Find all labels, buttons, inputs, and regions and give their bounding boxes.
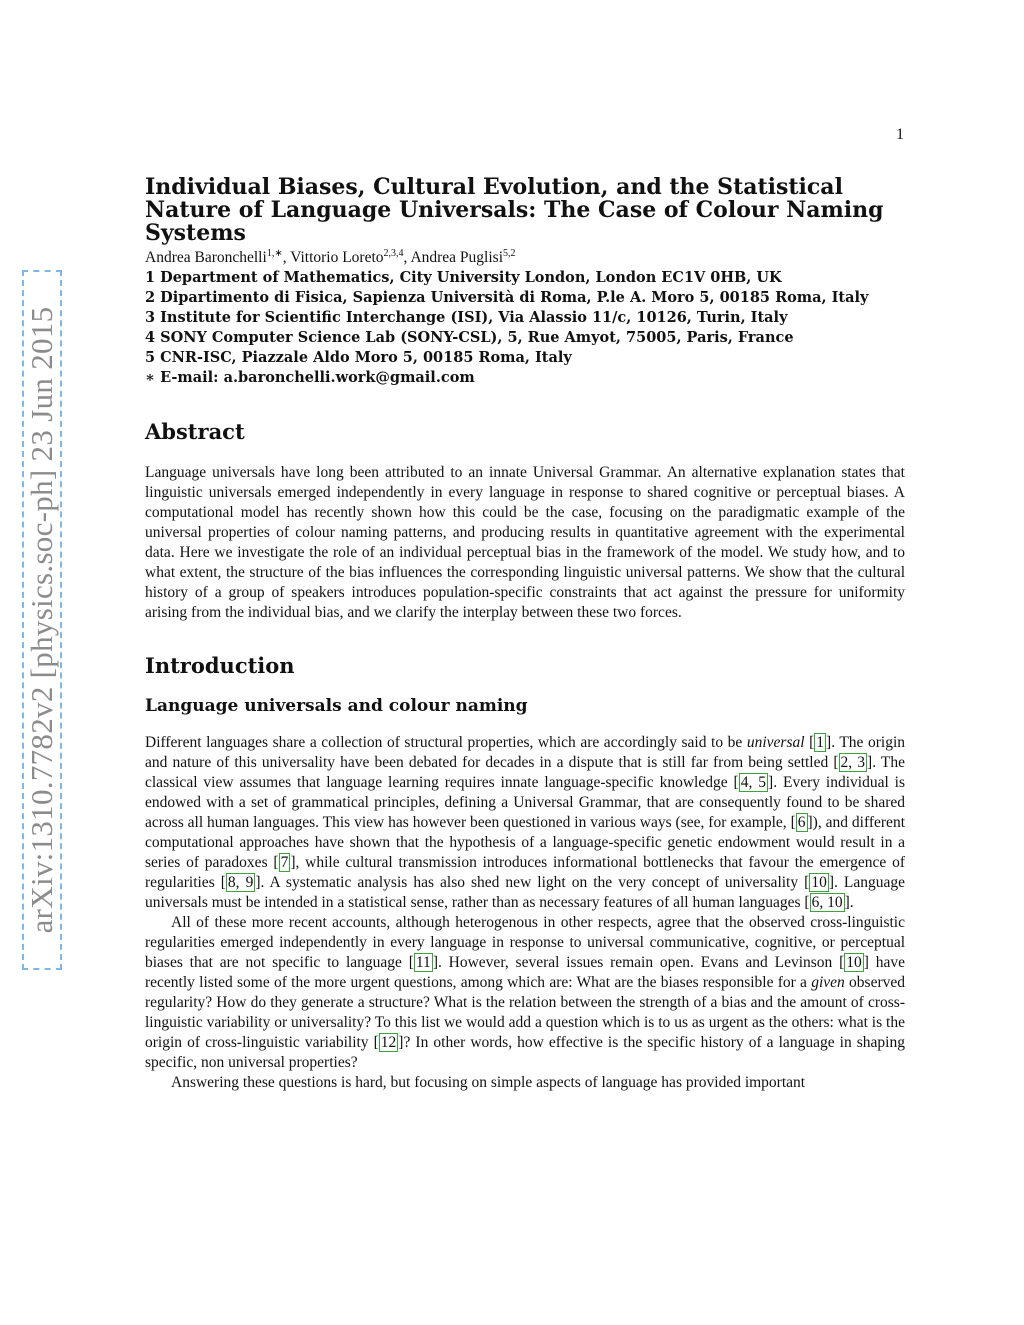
subsection-heading: Language universals and colour naming [145,696,528,716]
citation-link[interactable]: 6, 10 [811,894,843,911]
citation-link[interactable]: 1 [816,734,825,751]
affiliation-2: 2 Dipartimento di Fisica, Sapienza Università di Roma, P.le A. Moro 5, 00185 Roma, Italy [145,289,869,306]
citation-link[interactable]: 10 [846,954,862,971]
emphasis-given: given [811,974,845,991]
citation-link[interactable]: 11 [415,954,431,971]
affiliation-4: 4 SONY Computer Science Lab (SONY-CSL), 5, Rue Amyot, 75005, Paris, France [145,329,794,346]
abstract-heading: Abstract [145,419,245,444]
citation-link[interactable]: 6 [797,814,806,831]
paper-content [145,176,905,1093]
introduction-heading: Introduction [145,653,295,678]
citation-link[interactable]: 10 [811,874,827,891]
author-affiliation-mark: 5,2 [503,247,516,259]
author-affiliation-mark: 1,∗ [266,247,283,259]
intro-paragraph-2: All of these more recent accounts, although heterogenous in other respects, agree that the observed cross-linguistic regularities emerged independently in every language in response to universal communicative, cognitive, or perceptual biases that are not specific to language [ 11 ]. However, several issues remain open. Evans and Levinson [ 10 ] have recently listed some of the more urgent questions, among which are: What are the biases responsible for a given observed regularity? How do they generate a structure? What is the relation between the strength of a bias and the amount of cross-linguistic variability or universality? To this list we would add a question which is to us as urgent as the others: what is the origin of cross-linguistic variability [ 12 ]? In other words, how effective is the specific history of a language in shaping specific, non universal properties? [145,914,906,1071]
asterisk-symbol: ∗ [145,369,156,386]
page-number: 1 [896,126,904,143]
email-address: E-mail: a.baronchelli.work@gmail.com [160,369,475,386]
arxiv-identifier: arXiv:1310.7782v2 [physics.soc-ph] 23 Jun 2015 [24,306,59,934]
affiliation-1: 1 Department of Mathematics, City University London, London EC1V 0HB, UK [145,269,782,286]
paper-title: Individual Biases, Cultural Evolution, and the Statistical Nature of Language Universals: The Case of Colour Naming Systems [145,174,884,246]
author-list: Andrea Baronchelli$^{1,∗}$, Vittorio Loreto$^{2,3,4}$, Andrea Puglisi$^{5,2}$ [145,247,516,266]
affiliation-3: 3 Institute for Scientific Interchange (ISI), Via Alassio 11/c, 10126, Turin, Italy [145,309,788,326]
author-name: Vittorio Loreto [290,249,384,266]
intro-paragraph-3: Answering these questions is hard, but focusing on simple aspects of language has provided important [171,1074,806,1091]
citation-link[interactable]: 12 [380,1034,397,1051]
corresponding-email [145,368,905,388]
citation-link[interactable]: 8, 9 [227,874,254,891]
intro-paragraph-1: Different languages share a collection of structural properties, which are accordingly said to be universal [ 1 ]. The origin and nature of this universality have been debated for decades in a dispute that is still far from being settled [ 2, 3 ]. The classical view assumes that language learning requires innate language-specific knowledge [ 4, 5 ]. Every individual is endowed with a set of grammatical principles, defining a Universal Grammar, that are consequently found to be shared across all human languages. This view has however been questioned in various ways (see, for example, [ 6 ]), and different computational approaches have shown that the hypothesis of a language-specific genetic endowment would result in a series of paradoxes [ 7 ], while cultural transmission introduces informational bottlenecks that favour the emergence of regularities [ 8, 9 ]. A systematic analysis has also shed new light on the very concept of universality [ 10 ]. Language universals must be intended in a statistical sense, rather than as necessary features of all human languages [ 6, 10 ]. [145,734,906,911]
citation-link[interactable]: 7 [280,854,289,871]
affiliation-5: 5 CNR-ISC, Piazzale Aldo Moro 5, 00185 Roma, Italy [145,349,572,366]
author-affiliation-mark: 2,3,4 [383,247,404,259]
abstract-text: Language universals have long been attributed to an innate Universal Grammar. An alternative explanation states that linguistic universals emerged independently in every language in response to shared cognitive or perceptual biases. A computational model has recently shown how this could be the case, focusing on the paradigmatic example of the universal properties of colour naming patterns, and producing results in quantitative agreement with the experimental data. Here we investigate the role of an individual perceptual bias in the framework of the model. We study how, and to what extent, the structure of the bias influences the corresponding linguistic universal patterns. We show that the cultural history of a group of speakers introduces population-specific constraints that act against the pressure for uniformity arising from the individual bias, and we clarify the interplay between these two forces. [145,464,905,621]
citation-link[interactable]: 4, 5 [740,774,767,791]
citation-link[interactable]: 2, 3 [840,754,866,771]
author-name: Andrea Puglisi [410,249,503,266]
author-name: Andrea Baronchelli [145,249,267,266]
emphasis-universal: universal [746,734,805,751]
